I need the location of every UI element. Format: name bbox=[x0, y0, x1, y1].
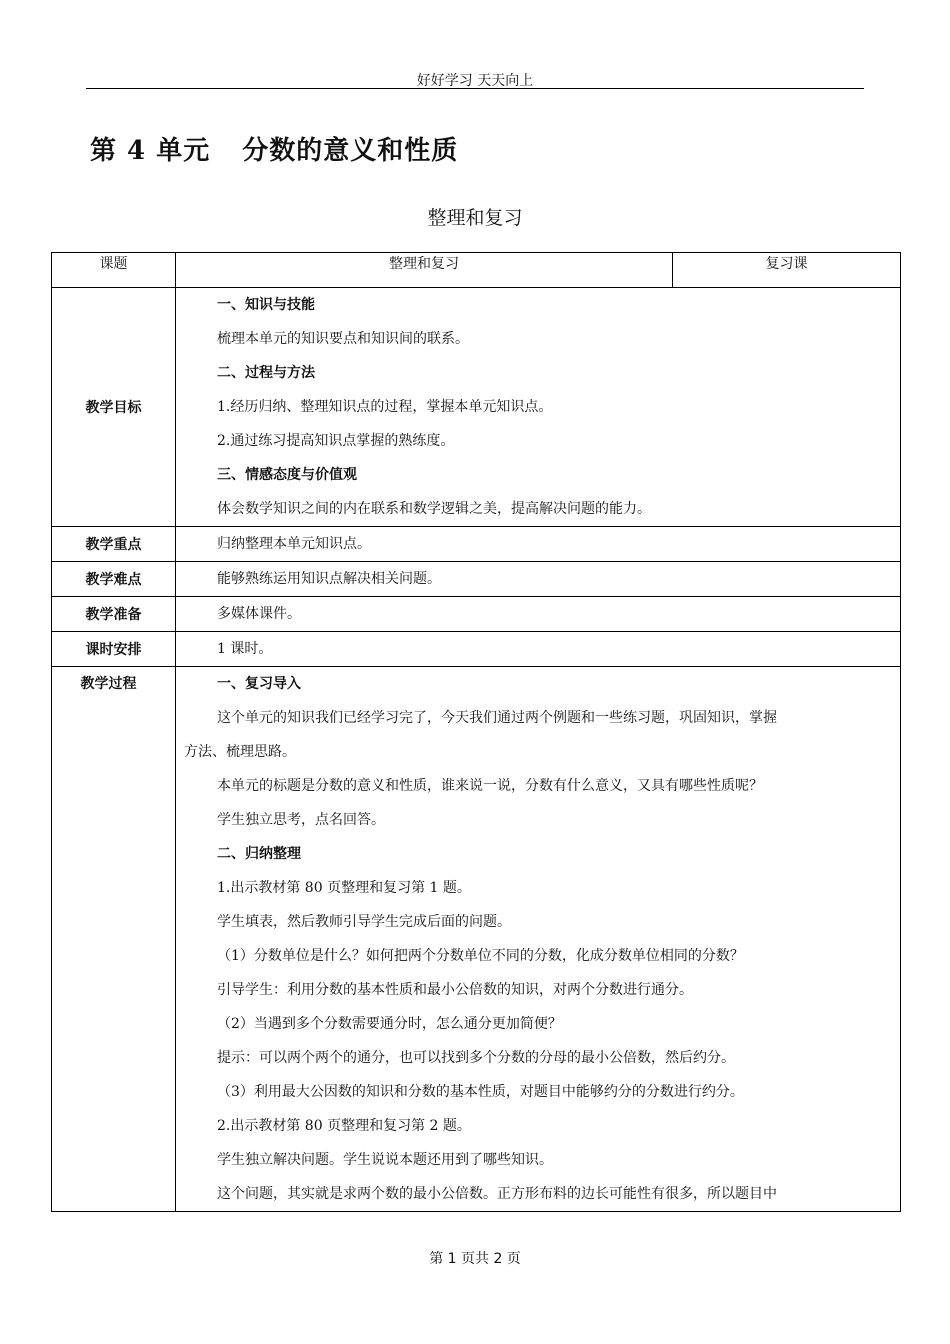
objectives-content bbox=[176, 288, 901, 527]
preparation-row bbox=[52, 597, 901, 632]
page-header-text: 好好学习 天天向上 bbox=[416, 73, 534, 89]
process-line: （2）当遇到多个分数需要通分时，怎么通分更加简便？ bbox=[217, 1016, 562, 1032]
difficulties-label: 教学难点 bbox=[52, 562, 176, 597]
objectives-heading: 三、情感态度与价值观 bbox=[217, 467, 357, 483]
table-header-row bbox=[52, 253, 901, 288]
objectives-line: 梳理本单元的知识要点和知识间的联系。 bbox=[217, 331, 469, 347]
key-points-text: 归纳整理本单元知识点。 bbox=[217, 535, 371, 552]
process-line: 学生独立思考，点名回答。 bbox=[217, 812, 385, 828]
objectives-line: 2.通过练习提高知识点掌握的熟练度。 bbox=[217, 433, 455, 449]
objectives-heading: 二、过程与方法 bbox=[217, 365, 315, 381]
page-footer: 第 1 页共 2 页 bbox=[429, 1251, 521, 1267]
topic-label: 课题 bbox=[52, 253, 176, 288]
objectives-label: 教学目标 bbox=[52, 288, 176, 527]
process-line: 1.出示教材第 80 页整理和复习第 1 题。 bbox=[217, 880, 471, 896]
unit-name: 分数的意义和性质 bbox=[242, 136, 459, 166]
key-points-label: 教学重点 bbox=[52, 527, 176, 562]
process-line: 这个单元的知识我们已经学习完了，今天我们通过两个例题和一些练习题，巩固知识，掌握 bbox=[217, 710, 777, 726]
topic-value: 整理和复习 bbox=[176, 253, 673, 288]
process-line: 学生独立解决问题。学生说说本题还用到了哪些知识。 bbox=[217, 1152, 553, 1168]
lesson-plan-table bbox=[51, 252, 901, 1212]
process-line: （3）利用最大公因数的知识和分数的基本性质，对题目中能够约分的分数进行约分。 bbox=[217, 1084, 744, 1100]
lesson-title: 整理和复习 bbox=[427, 207, 523, 229]
process-line: 学生填表，然后教师引导学生完成后面的问题。 bbox=[217, 914, 511, 930]
process-line: 2.出示教材第 80 页整理和复习第 2 题。 bbox=[217, 1118, 471, 1134]
process-line: 这个问题，其实就是求两个数的最小公倍数。正方形布料的边长可能性有很多，所以题目中 bbox=[217, 1186, 777, 1202]
process-heading: 二、归纳整理 bbox=[217, 846, 301, 862]
process-label: 教学过程 bbox=[80, 676, 137, 692]
objectives-line: 体会数学知识之间的内在联系和数学逻辑之美，提高解决问题的能力。 bbox=[217, 501, 651, 517]
unit-number: 第 4 单元 bbox=[90, 136, 211, 166]
schedule-row bbox=[52, 632, 901, 667]
schedule-label: 课时安排 bbox=[52, 632, 176, 667]
process-content bbox=[176, 667, 901, 1212]
key-points-row bbox=[52, 527, 901, 562]
process-line: 提示：可以两个两个的通分，也可以找到多个分数的分母的最小公倍数，然后约分。 bbox=[217, 1050, 735, 1066]
objectives-heading: 一、知识与技能 bbox=[217, 297, 315, 313]
difficulties-text: 能够熟练运用知识点解决相关问题。 bbox=[217, 570, 441, 587]
process-line: 本单元的标题是分数的意义和性质，谁来说一说，分数有什么意义，又具有哪些性质呢？ bbox=[217, 778, 763, 794]
preparation-label: 教学准备 bbox=[52, 597, 176, 632]
objectives-row bbox=[52, 288, 901, 527]
objectives-line: 1.经历归纳、整理知识点的过程，掌握本单元知识点。 bbox=[217, 399, 553, 415]
header-rule bbox=[86, 88, 864, 89]
process-row bbox=[52, 667, 901, 1212]
preparation-text: 多媒体课件。 bbox=[217, 605, 301, 622]
lesson-type: 复习课 bbox=[673, 253, 901, 288]
schedule-text: 1 课时。 bbox=[217, 640, 273, 657]
difficulties-row bbox=[52, 562, 901, 597]
process-line: 方法、梳理思路。 bbox=[184, 744, 296, 760]
process-line: 引导学生：利用分数的基本性质和最小公倍数的知识，对两个分数进行通分。 bbox=[217, 982, 693, 998]
unit-title bbox=[90, 130, 458, 167]
process-line: （1）分数单位是什么？如何把两个分数单位不同的分数，化成分数单位相同的分数？ bbox=[217, 948, 744, 964]
process-heading: 一、复习导入 bbox=[217, 676, 301, 692]
